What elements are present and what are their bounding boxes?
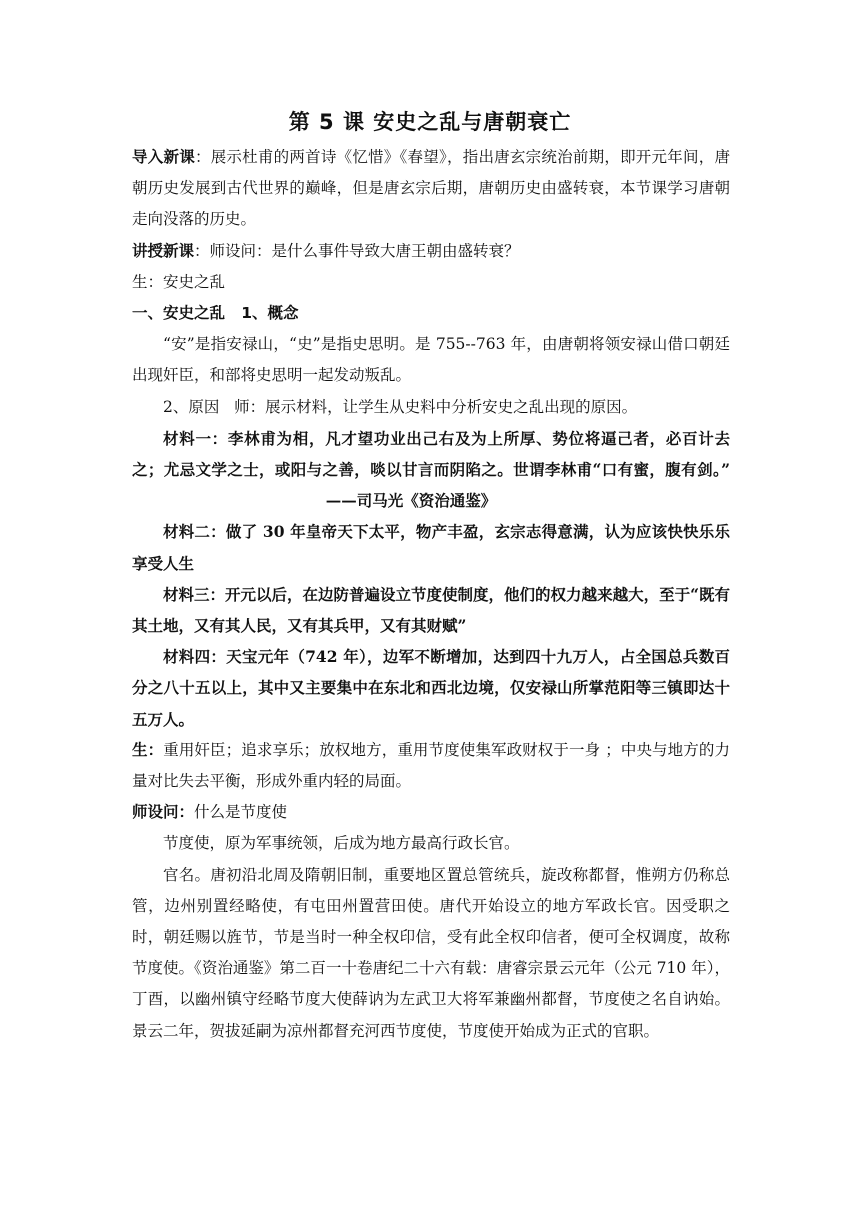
lecture-paragraph — [132, 236, 730, 267]
intro-label: 导入新课 — [132, 148, 195, 166]
question-text: 什么是节度使 — [194, 803, 288, 822]
section-1-subtitle: 1、概念 — [241, 304, 299, 323]
lecture-text: ：师设问：是什么事件导致大唐王朝由盛转衰？ — [194, 241, 520, 260]
section-1-title: 一、安史之乱 — [132, 304, 226, 323]
intro-text: ：展示杜甫的两首诗《忆惜》《春望》，指出唐玄宗统治前期，即开元年间，唐朝历史发展到古代世界的巅峰，但是唐玄宗后期，唐朝历史由盛转衰，本节课学习唐朝走向没落的历史。 — [132, 148, 730, 229]
cause-heading: 2、原因 — [163, 397, 220, 416]
question-label: 师设问： — [132, 803, 195, 822]
section-1-heading — [132, 298, 730, 329]
lecture-label: 讲授新课 — [132, 241, 195, 260]
teacher-question — [132, 797, 730, 828]
student-text: 重用奸臣；追求享乐；放权地方，重用节度使集军政财权于一身 ；中央与地方的力量对比失去平衡，形成外重内轻的局面。 — [132, 740, 730, 791]
student-answer-2 — [132, 735, 730, 797]
student-label: 生： — [132, 740, 164, 759]
material-4: 材料四：天宝元年（742 年），边军不断增加，达到四十九万人，占全国总兵数百分之八十五以上，其中又主要集中在东北和西北边境，仅安禄山所掌范阳等三镇即达十五万人。 — [132, 647, 730, 729]
document-body — [132, 142, 730, 1047]
cause-paragraph — [132, 392, 730, 423]
material-1-text: 材料一：李林甫为相，凡才望功业出己右及为上所厚、势位将逼己者，必百计去之；尤忌文学之士，或阳与之善，啖以甘言而阴陷之。世谓李林甫“口有蜜，腹有剑。” — [132, 428, 730, 480]
concept-paragraph: “安”是指安禄山，“史”是指史思明。是 755--763 年，由唐朝将领安禄山借口朝廷出现奸臣，和部将史思明一起发动叛乱。 — [132, 335, 730, 385]
definition-1: 节度使，原为军事统领，后成为地方最高行政长官。 — [163, 834, 520, 853]
material-2: 材料二：做了 30 年皇帝天下太平，物产丰盈，玄宗志得意满，认为应该快快乐乐享受人生 — [132, 522, 730, 573]
definition-2: 官名。唐初沿北周及隋朝旧制，重要地区置总管统兵，旋改称都督，惟朔方仍称总管，边州别置经略使，有屯田州置营田使。唐代开始设立的地方军政长官。因受职之时，朝廷赐以旌节，节是当时一种全权印信，受有此全权印信者，便可全权调度，故称节度使。《资治通鉴》第二百一十卷唐纪二十六有载：唐睿宗景云元年（公元 710 年），丁酉，以幽州镇守经略节度大使薛讷为左武卫大将军兼幽州都督，节度使之名自讷始。景云二年，贺拔延嗣为凉州都督充河西节度使，节度使开始成为正式的官职。 — [132, 865, 730, 1040]
student-answer-1: 生：安史之乱 — [132, 272, 226, 291]
page-title: 第 5 课 安史之乱与唐朝衰亡 — [288, 110, 572, 134]
material-1-source: ——司马光《资治通鉴》 — [325, 491, 497, 511]
material-1 — [132, 423, 730, 517]
cause-text: 师：展示材料，让学生从史料中分析安史之乱出现的原因。 — [234, 397, 638, 416]
material-3: 材料三：开元以后，在边防普遍设立节度使制度，他们的权力越来越大，至于“既有其土地，又有其人民，又有其兵甲，又有其财赋” — [132, 584, 730, 636]
intro-paragraph — [132, 142, 730, 236]
